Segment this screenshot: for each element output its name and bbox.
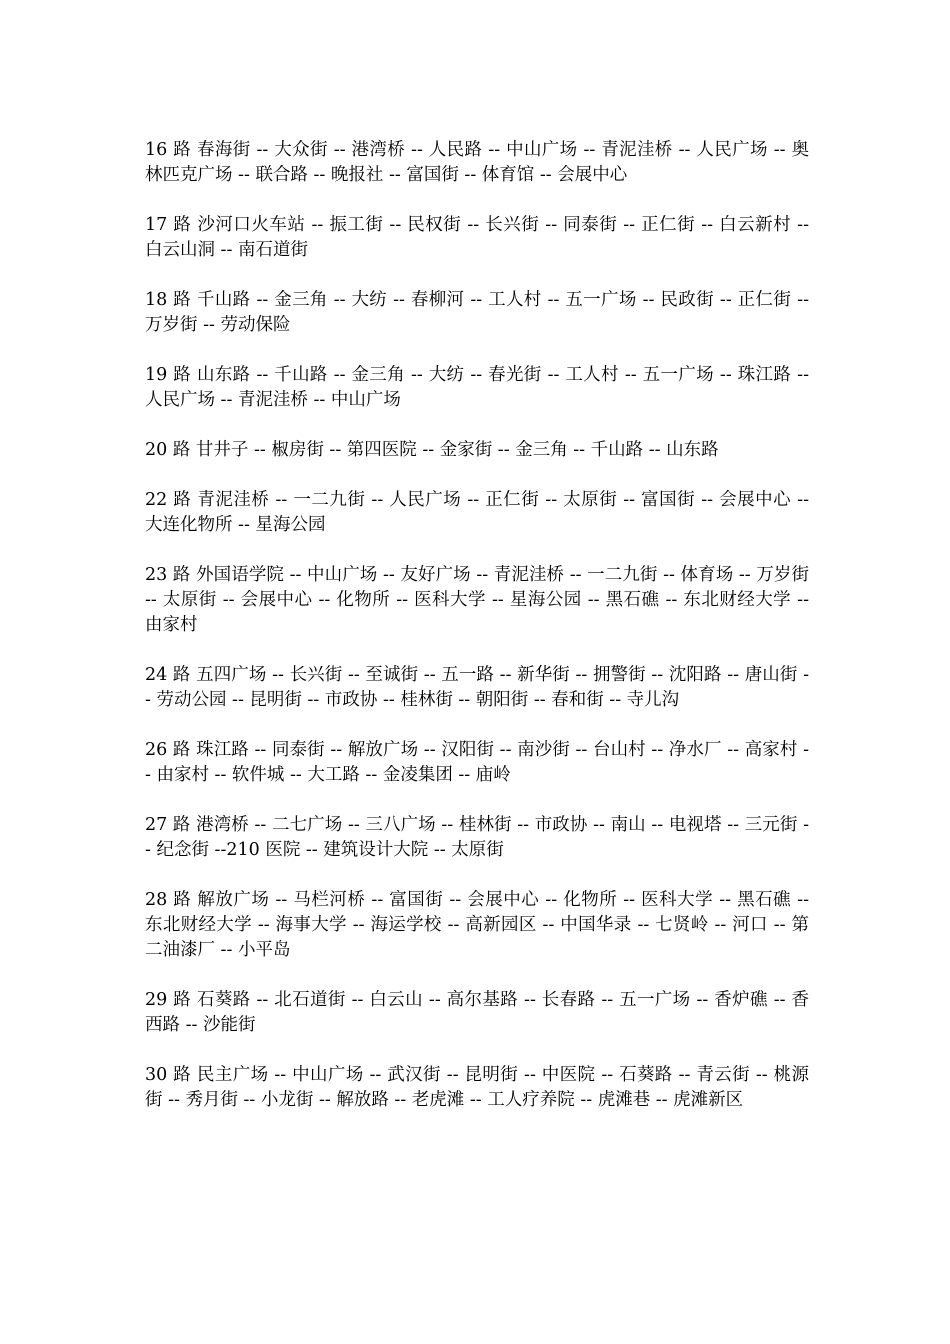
route-22: 22 路 青泥洼桥 -- 一二九街 -- 人民广场 -- 正仁街 -- 太原街 -- 富国街 -- 会展中心 -- 大连化物所 -- 星海公园 [145,490,809,535]
route-24: 24 路 五四广场 -- 长兴街 -- 至诚街 -- 五一路 -- 新华街 -- 拥警街 -- 沈阳路 -- 唐山街 -- 劳动公园 -- 昆明街 -- 市政协 -- 桂林街 -- 朝阳街 -- 春和街 -- 寺儿沟 [145,665,809,710]
route-18: 18 路 千山路 -- 金三角 -- 大纺 -- 春柳河 -- 工人村 -- 五一广场 -- 民政街 -- 正仁街 -- 万岁街 -- 劳动保险 [145,290,809,335]
route-20: 20 路 甘井子 -- 椒房街 -- 第四医院 -- 金家街 -- 金三角 -- 千山路 -- 山东路 [145,440,719,460]
route-17: 17 路 沙河口火车站 -- 振工街 -- 民权街 -- 长兴街 -- 同泰街 -- 正仁街 -- 白云新村 -- 白云山洞 -- 南石道街 [145,215,809,260]
route-26: 26 路 珠江路 -- 同泰街 -- 解放广场 -- 汉阳街 -- 南沙街 -- 台山村 -- 净水厂 -- 高家村 -- 由家村 -- 软件城 -- 大工路 -- 金凌集团 -- 庙岭 [145,740,809,785]
route-23: 23 路 外国语学院 -- 中山广场 -- 友好广场 -- 青泥洼桥 -- 一二九街 -- 体育场 -- 万岁街 -- 太原街 -- 会展中心 -- 化物所 -- 医科大学 -- 星海公园 -- 黑石礁 -- 东北财经大学 -- 由家村 [145,565,809,635]
route-16: 16 路 春海街 -- 大众街 -- 港湾桥 -- 人民路 -- 中山广场 -- 青泥洼桥 -- 人民广场 -- 奥林匹克广场 -- 联合路 -- 晚报社 -- 富国街 -- 体育馆 -- 会展中心 [145,140,809,185]
route-30: 30 路 民主广场 -- 中山广场 -- 武汉街 -- 昆明街 -- 中医院 -- 石葵路 -- 青云街 -- 桃源街 -- 秀月街 -- 小龙街 -- 解放路 -- 老虎滩 -- 工人疗养院 -- 虎滩巷 -- 虎滩新区 [145,1065,809,1110]
route-29: 29 路 石葵路 -- 北石道街 -- 白云山 -- 高尔基路 -- 长春路 -- 五一广场 -- 香炉礁 -- 香西路 -- 沙能街 [145,990,809,1035]
document-page [145,138,809,1138]
route-28: 28 路 解放广场 -- 马栏河桥 -- 富国街 -- 会展中心 -- 化物所 -- 医科大学 -- 黑石礁 -- 东北财经大学 -- 海事大学 -- 海运学校 -- 高新园区 -- 中国华录 -- 七贤岭 -- 河口 -- 第二油漆厂 -- 小平岛 [145,890,809,960]
route-27: 27 路 港湾桥 -- 二七广场 -- 三八广场 -- 桂林街 -- 市政协 -- 南山 -- 电视塔 -- 三元街 -- 纪念街 --210 医院 -- 建筑设计大院 -- 太原街 [145,815,809,860]
route-19: 19 路 山东路 -- 千山路 -- 金三角 -- 大纺 -- 春光街 -- 工人村 -- 五一广场 -- 珠江路 -- 人民广场 -- 青泥洼桥 -- 中山广场 [145,365,809,410]
